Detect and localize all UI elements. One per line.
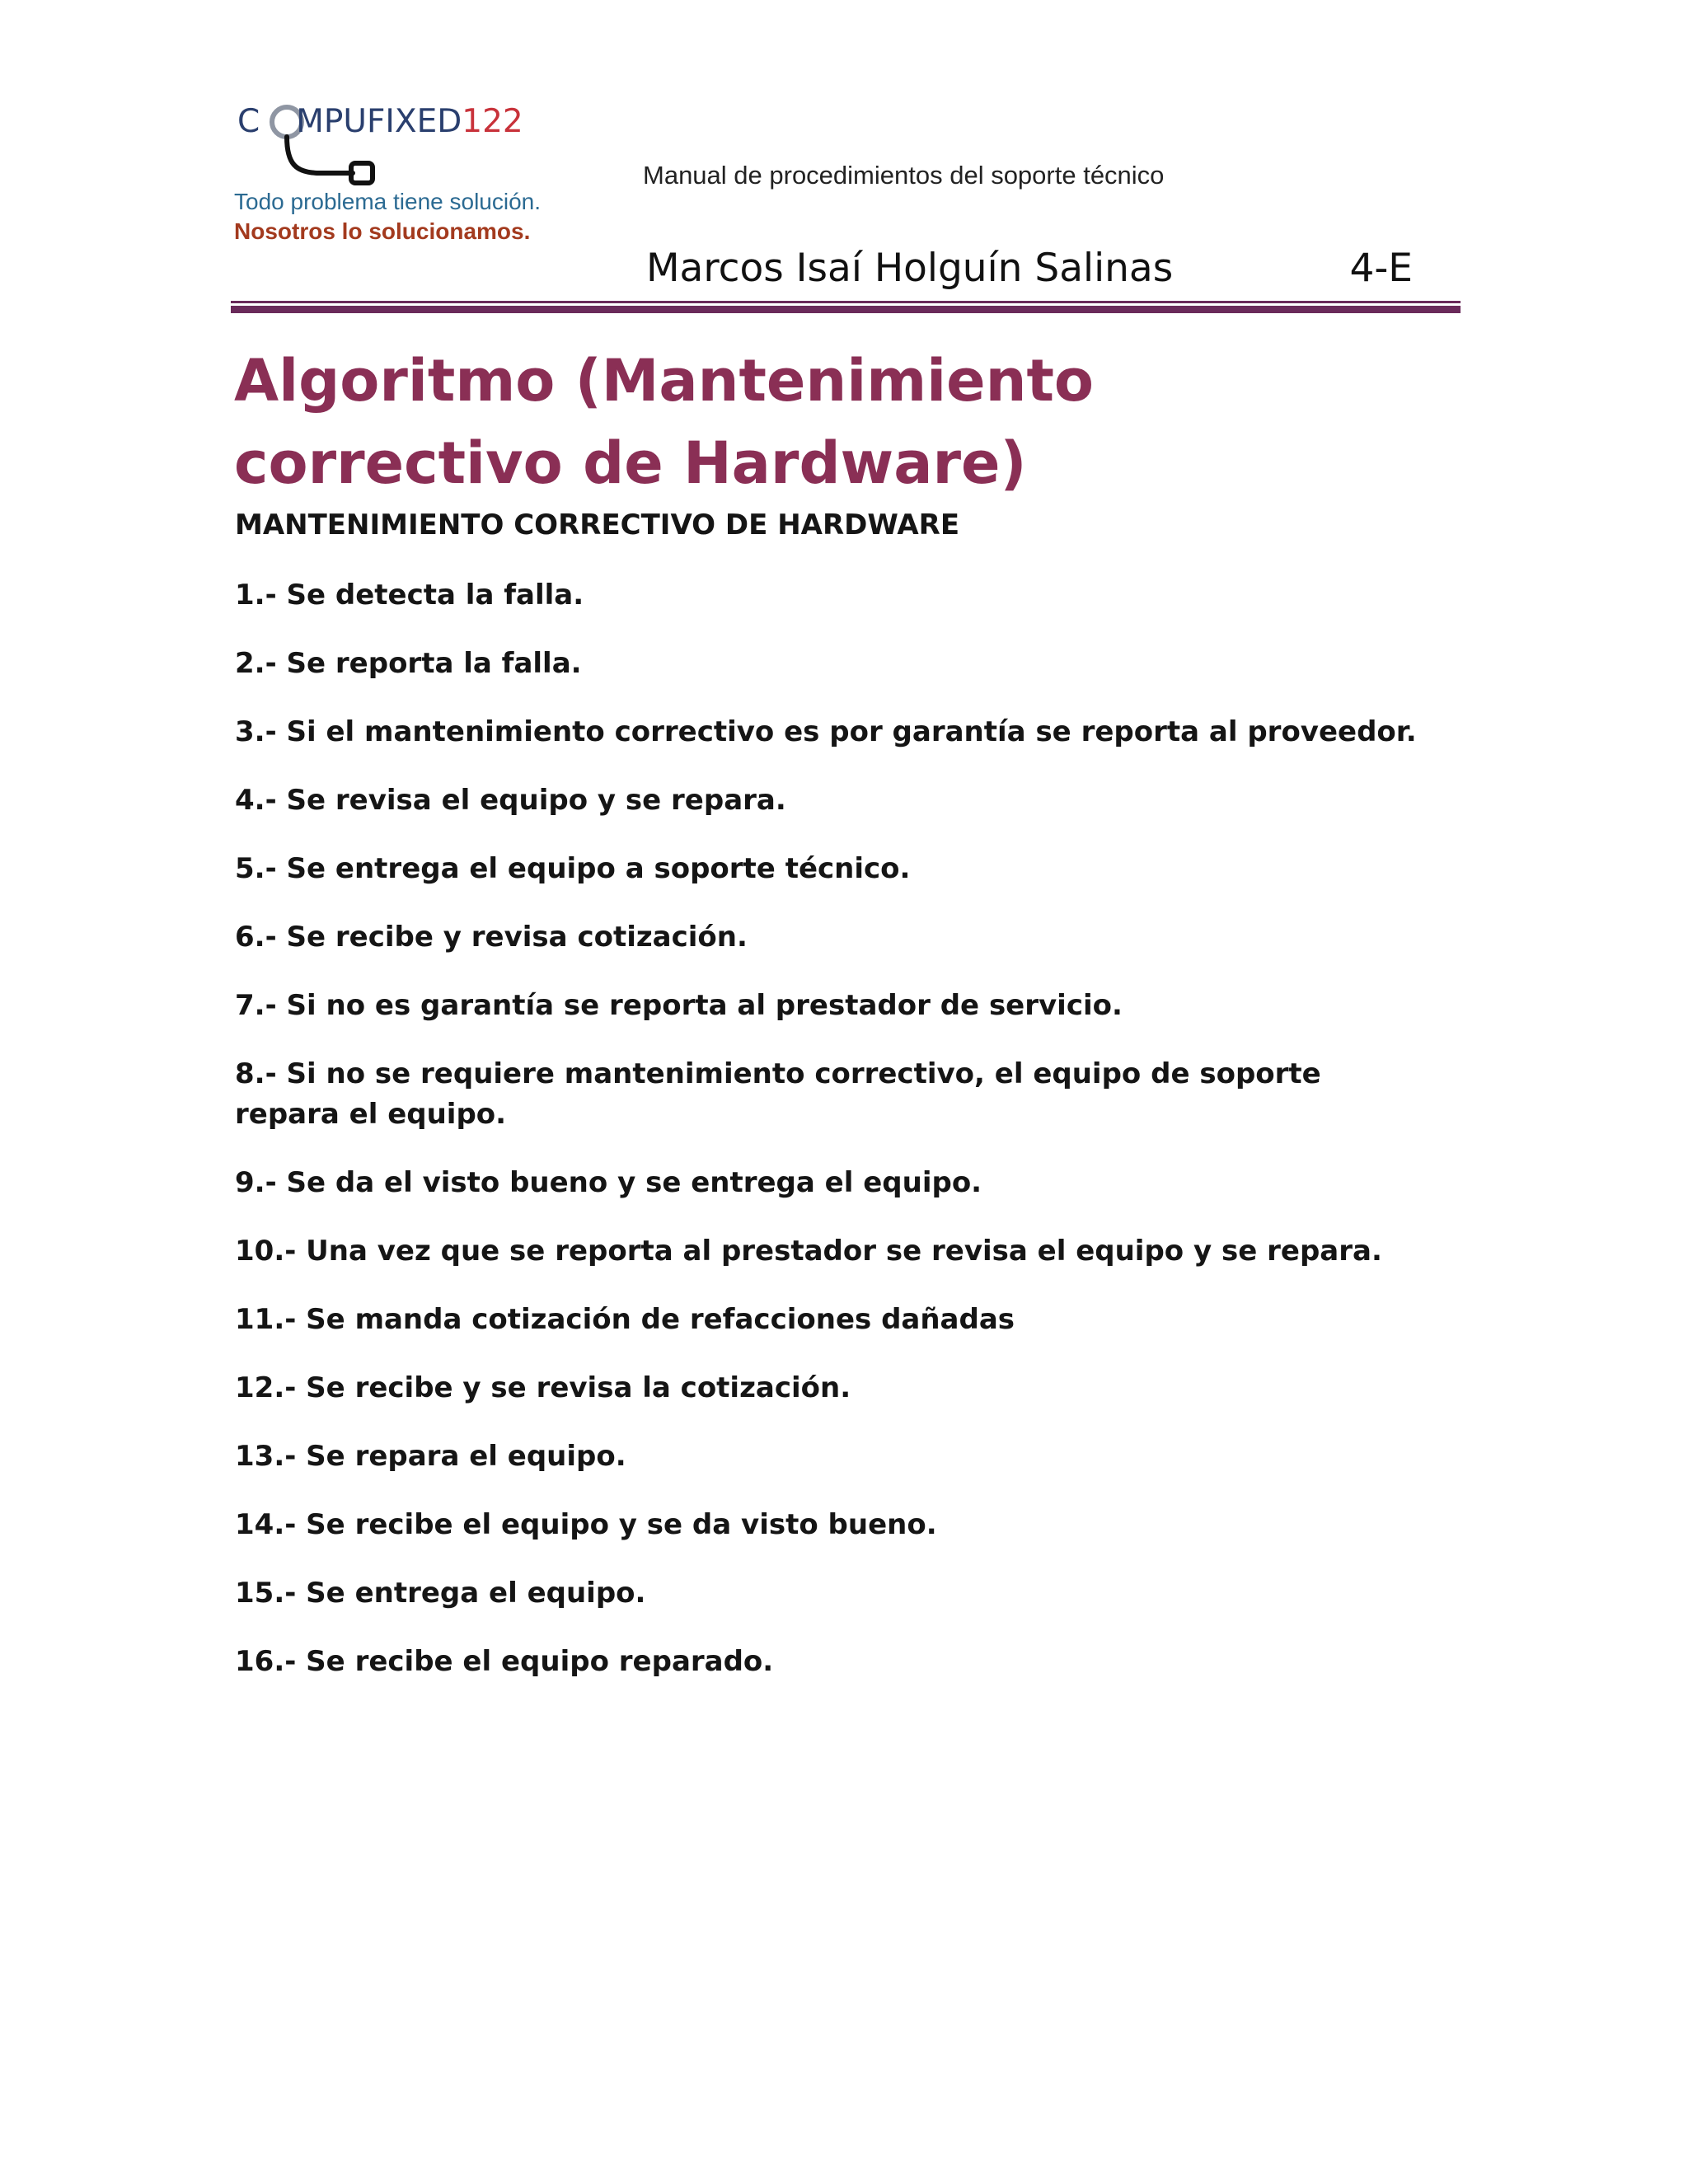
logo-number: 122 (462, 103, 523, 140)
step-item: 4.- Se revisa el equipo y se repara. (235, 784, 786, 817)
logo-letter-c: C (237, 103, 260, 140)
section-heading: MANTENIMIENTO CORRECTIVO DE HARDWARE (235, 509, 960, 541)
company-logo (237, 97, 534, 188)
step-item: 3.- Si el mantenimiento correctivo es por garantía se reporta al proveedor. (235, 715, 1417, 748)
logo-text: MPUFIXED (296, 103, 462, 140)
steps-list (235, 575, 1422, 1710)
step-item: 15.- Se entrega el equipo. (235, 1577, 646, 1610)
manual-title: Manual de procedimientos del soporte técnico (643, 161, 1165, 190)
author-line (646, 246, 1413, 291)
step-item: 13.- Se repara el equipo. (235, 1440, 626, 1473)
slogan-line-1: Todo problema tiene solución. (234, 189, 542, 214)
step-item: 14.- Se recibe el equipo y se da visto bueno. (235, 1508, 937, 1541)
logo-wordmark (237, 105, 523, 138)
step-item: 7.- Si no es garantía se reporta al prestador de servicio. (235, 989, 1123, 1022)
slogan-line-2: Nosotros lo solucionamos. (234, 218, 531, 244)
step-item: 9.- Se da el visto bueno y se entrega el equipo. (235, 1166, 982, 1199)
group-code: 4-E (1349, 246, 1413, 291)
step-item: 10.- Una vez que se reporta al prestador se revisa el equipo y se repara. (235, 1235, 1382, 1268)
step-item: 6.- Se recibe y revisa cotización. (235, 921, 748, 954)
header-divider-thin (231, 301, 1461, 303)
step-item: 2.- Se reporta la falla. (235, 647, 582, 680)
document-title: Algoritmo (Mantenimiento correctivo de Hardware) (234, 347, 1095, 497)
step-item: 16.- Se recibe el equipo reparado. (235, 1645, 774, 1678)
step-item: 5.- Se entrega el equipo a soporte técnico. (235, 852, 911, 885)
step-item: 8.- Si no se requiere mantenimiento correctivo, el equipo de soporte repara el equipo. (235, 1057, 1321, 1131)
step-item: 11.- Se manda cotización de refacciones dañadas (235, 1303, 1015, 1336)
step-item: 12.- Se recibe y se revisa la cotización. (235, 1371, 851, 1404)
step-item: 1.- Se detecta la falla. (235, 579, 584, 612)
header-divider-thick (231, 306, 1461, 313)
author-name: Marcos Isaí Holguín Salinas (646, 246, 1174, 291)
